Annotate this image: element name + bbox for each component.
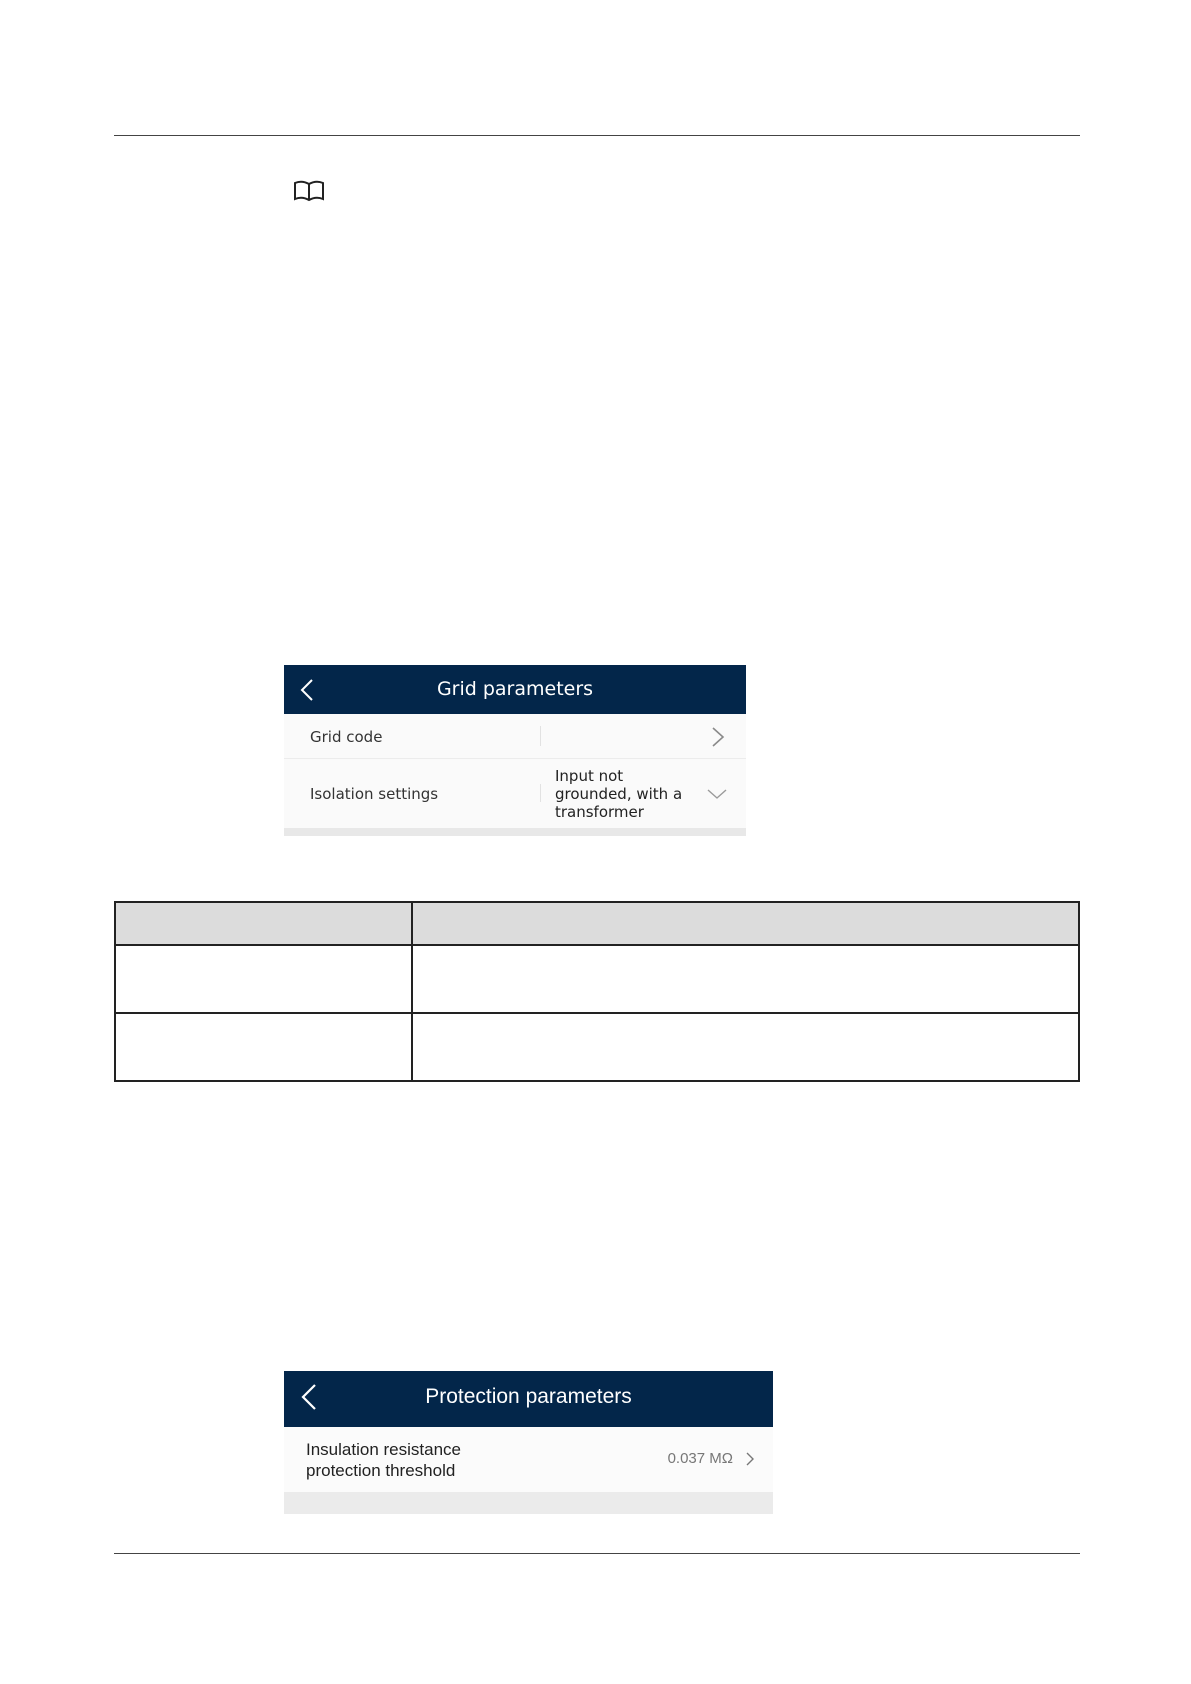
table-row <box>115 1013 1079 1081</box>
header-rule <box>114 135 1080 136</box>
grid-parameters-navbar <box>284 665 746 714</box>
grid-parameters-screen <box>284 665 746 836</box>
grid-code-row[interactable] <box>284 714 746 759</box>
table-cell <box>115 945 412 1013</box>
insulation-resistance-row[interactable] <box>284 1427 773 1492</box>
table-cell <box>412 945 1079 1013</box>
table-header-cell <box>412 902 1079 945</box>
insulation-resistance-value: 0.037 MΩ <box>667 1450 733 1467</box>
table-cell <box>115 1013 412 1081</box>
chevron-right-icon[interactable] <box>711 726 725 748</box>
book-icon <box>293 180 325 202</box>
footer-rule <box>114 1553 1080 1554</box>
row-separator <box>540 784 541 802</box>
grid-code-label: Grid code <box>310 728 383 746</box>
table-header-cell <box>115 902 412 945</box>
chevron-down-icon[interactable] <box>706 788 728 800</box>
chevron-right-icon[interactable] <box>745 1451 755 1467</box>
parameter-table <box>114 901 1080 1082</box>
protection-parameters-navbar <box>284 1371 773 1427</box>
table-header-row <box>115 902 1079 945</box>
table-row <box>115 945 1079 1013</box>
insulation-resistance-label: Insulation resistance protection threshold <box>306 1440 461 1480</box>
isolation-settings-row[interactable] <box>284 759 746 828</box>
page-title: Protection parameters <box>425 1385 632 1408</box>
protection-parameters-screen <box>284 1371 773 1514</box>
table-cell <box>412 1013 1079 1081</box>
page-title: Grid parameters <box>436 678 594 700</box>
isolation-settings-label: Isolation settings <box>310 785 439 803</box>
isolation-settings-value[interactable]: Input not grounded, with a transformer <box>555 767 683 821</box>
panel-footer <box>284 1492 773 1514</box>
row-separator <box>540 726 541 746</box>
panel-footer <box>284 828 746 836</box>
